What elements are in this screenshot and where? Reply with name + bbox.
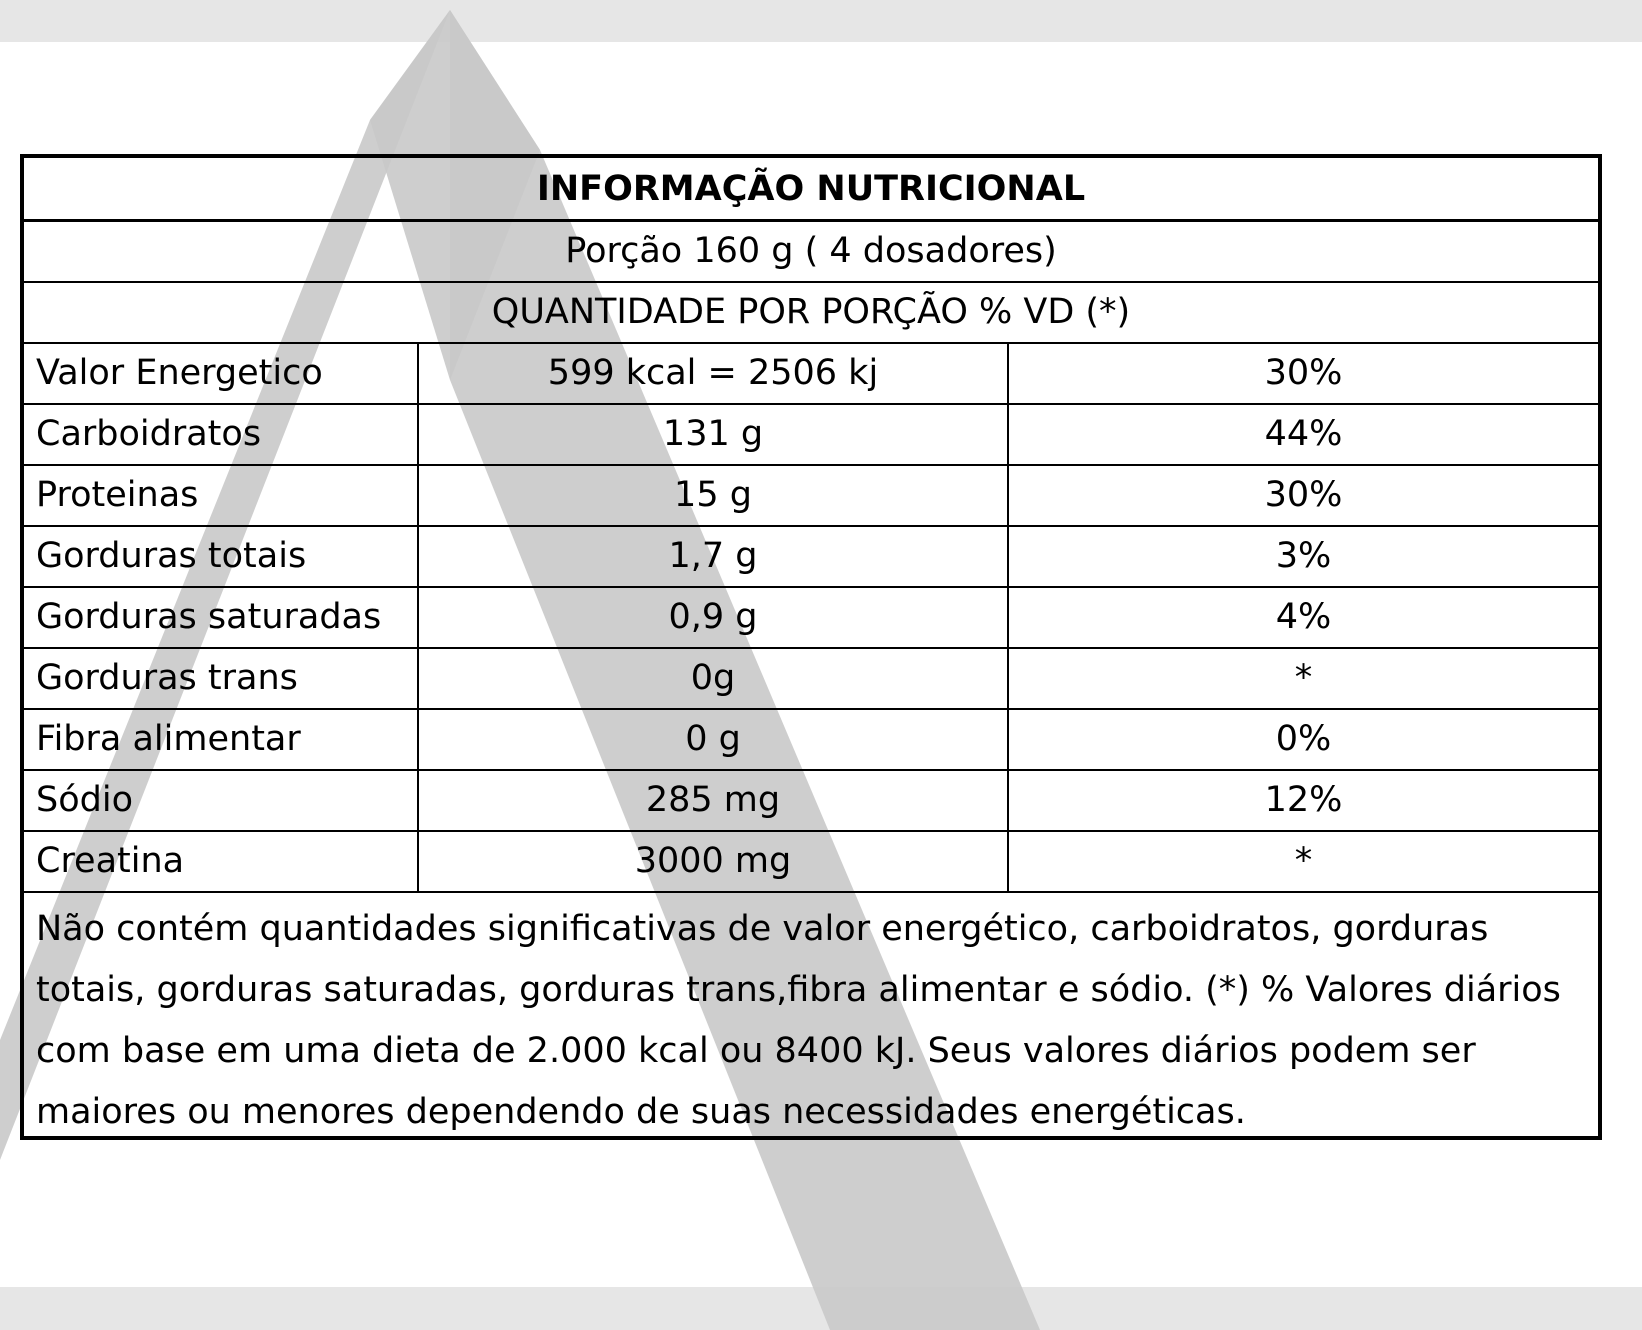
nutrient-row <box>24 527 1598 588</box>
nutrient-row <box>24 710 1598 771</box>
nutrient-row <box>24 344 1598 405</box>
quantity-header-row <box>24 283 1598 344</box>
footnote: Não contém quantidades significativas de valor energético, carboidratos, gorduras totais, gorduras saturadas, gorduras trans,fibra alimentar e sódio. (*) % Valores diários com base em uma dieta de 2.000 kcal ou 8400 kJ. Seus valores diários podem ser maiores ou menores dependendo de suas necessidades energéticas. <box>36 909 1561 1132</box>
nutrient-daily-value: 30% <box>1264 475 1343 515</box>
nutrient-daily-value: 4% <box>1275 597 1332 637</box>
nutrient-amount: 0,9 g <box>419 588 1009 647</box>
nutrient-row <box>24 832 1598 893</box>
title-row <box>24 158 1598 222</box>
nutrient-amount: 131 g <box>419 405 1009 464</box>
nutrient-name: Valor Energetico <box>24 344 419 403</box>
nutrient-amount: 15 g <box>419 466 1009 525</box>
nutrient-name: Fibra alimentar <box>24 710 419 769</box>
nutrient-name: Gorduras trans <box>24 649 419 708</box>
nutrient-daily-value: 44% <box>1264 414 1343 454</box>
nutrient-amount: 0 g <box>419 710 1009 769</box>
nutrient-daily-value: 30% <box>1264 353 1343 393</box>
nutrient-name: Proteinas <box>24 466 419 525</box>
nutrient-amount: 599 kcal = 2506 kj <box>419 344 1009 403</box>
nutrient-row <box>24 466 1598 527</box>
nutrient-name: Gorduras totais <box>24 527 419 586</box>
nutrient-amount: 1,7 g <box>419 527 1009 586</box>
nutrient-daily-value: * <box>1294 658 1313 698</box>
portion-row <box>24 222 1598 283</box>
nutrient-amount: 0g <box>419 649 1009 708</box>
table-title: INFORMAÇÃO NUTRICIONAL <box>536 169 1086 209</box>
nutrient-name: Gorduras saturadas <box>24 588 419 647</box>
nutrient-amount: 3000 mg <box>419 832 1009 891</box>
nutrient-amount: 285 mg <box>419 771 1009 830</box>
nutrient-daily-value: * <box>1294 841 1313 881</box>
nutrient-row <box>24 588 1598 649</box>
nutrient-name: Sódio <box>24 771 419 830</box>
nutrient-daily-value: 0% <box>1275 719 1332 759</box>
nutrient-daily-value: 12% <box>1264 780 1343 820</box>
nutrient-name: Carboidratos <box>24 405 419 464</box>
nutrition-facts-table <box>20 154 1602 1140</box>
nutrient-row <box>24 405 1598 466</box>
nutrient-name: Creatina <box>24 832 419 891</box>
nutrient-row <box>24 771 1598 832</box>
nutrient-row <box>24 649 1598 710</box>
quantity-header: QUANTIDADE POR PORÇÃO % VD (*) <box>491 292 1131 332</box>
portion-size: Porção 160 g ( 4 dosadores) <box>565 231 1057 271</box>
nutrient-daily-value: 3% <box>1275 536 1332 576</box>
